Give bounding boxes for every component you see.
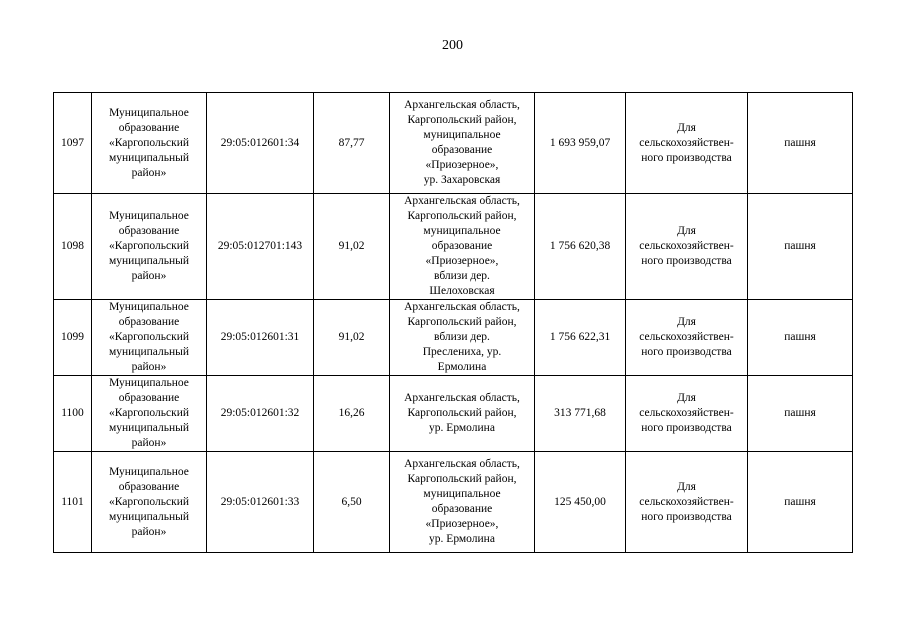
land-type-cell: пашня	[748, 300, 853, 376]
location-cell: Архангельская область, Каргопольский район, муниципальное образование «Приозерное», ур. Ермолина	[390, 452, 535, 553]
cadastral-value-cell: 1 693 959,07	[535, 93, 626, 194]
owner-cell: Муниципальное образование «Каргопольский муниципальный район»	[92, 300, 207, 376]
owner-cell: Муниципальное образование «Каргопольский муниципальный район»	[92, 376, 207, 452]
table-row	[54, 452, 853, 553]
table-row	[54, 376, 853, 452]
row-number-cell: 1098	[54, 194, 92, 300]
area-cell: 91,02	[314, 194, 390, 300]
land-plots-table	[53, 92, 853, 553]
location-cell: Архангельская область, Каргопольский район, муниципальное образование «Приозерное», вблизи дер. Шелоховская	[390, 194, 535, 300]
cadastral-number-cell: 29:05:012701:143	[207, 194, 314, 300]
location-cell: Архангельская область, Каргопольский район, ур. Ермолина	[390, 376, 535, 452]
row-number-cell: 1099	[54, 300, 92, 376]
row-number-cell: 1101	[54, 452, 92, 553]
purpose-cell: Для сельскохозяйствен- ного производства	[626, 194, 748, 300]
area-cell: 6,50	[314, 452, 390, 553]
table-row	[54, 93, 853, 194]
table-row	[54, 194, 853, 300]
purpose-cell: Для сельскохозяйствен- ного производства	[626, 452, 748, 553]
area-cell: 91,02	[314, 300, 390, 376]
cadastral-number-cell: 29:05:012601:32	[207, 376, 314, 452]
row-number-cell: 1100	[54, 376, 92, 452]
location-cell: Архангельская область, Каргопольский район, вблизи дер. Преслениха, ур. Ермолина	[390, 300, 535, 376]
area-cell: 16,26	[314, 376, 390, 452]
purpose-cell: Для сельскохозяйствен- ного производства	[626, 300, 748, 376]
cadastral-number-cell: 29:05:012601:33	[207, 452, 314, 553]
cadastral-value-cell: 313 771,68	[535, 376, 626, 452]
row-number-cell: 1097	[54, 93, 92, 194]
cadastral-number-cell: 29:05:012601:31	[207, 300, 314, 376]
area-cell: 87,77	[314, 93, 390, 194]
land-type-cell: пашня	[748, 376, 853, 452]
land-type-cell: пашня	[748, 452, 853, 553]
page-number: 200	[442, 38, 463, 53]
table-row	[54, 300, 853, 376]
owner-cell: Муниципальное образование «Каргопольский муниципальный район»	[92, 194, 207, 300]
cadastral-value-cell: 125 450,00	[535, 452, 626, 553]
cadastral-number-cell: 29:05:012601:34	[207, 93, 314, 194]
land-type-cell: пашня	[748, 194, 853, 300]
cadastral-value-cell: 1 756 620,38	[535, 194, 626, 300]
location-cell: Архангельская область, Каргопольский район, муниципальное образование «Приозерное», ур. Захаровская	[390, 93, 535, 194]
owner-cell: Муниципальное образование «Каргопольский муниципальный район»	[92, 93, 207, 194]
land-type-cell: пашня	[748, 93, 853, 194]
purpose-cell: Для сельскохозяйствен- ного производства	[626, 376, 748, 452]
cadastral-value-cell: 1 756 622,31	[535, 300, 626, 376]
owner-cell: Муниципальное образование «Каргопольский муниципальный район»	[92, 452, 207, 553]
purpose-cell: Для сельскохозяйствен- ного производства	[626, 93, 748, 194]
